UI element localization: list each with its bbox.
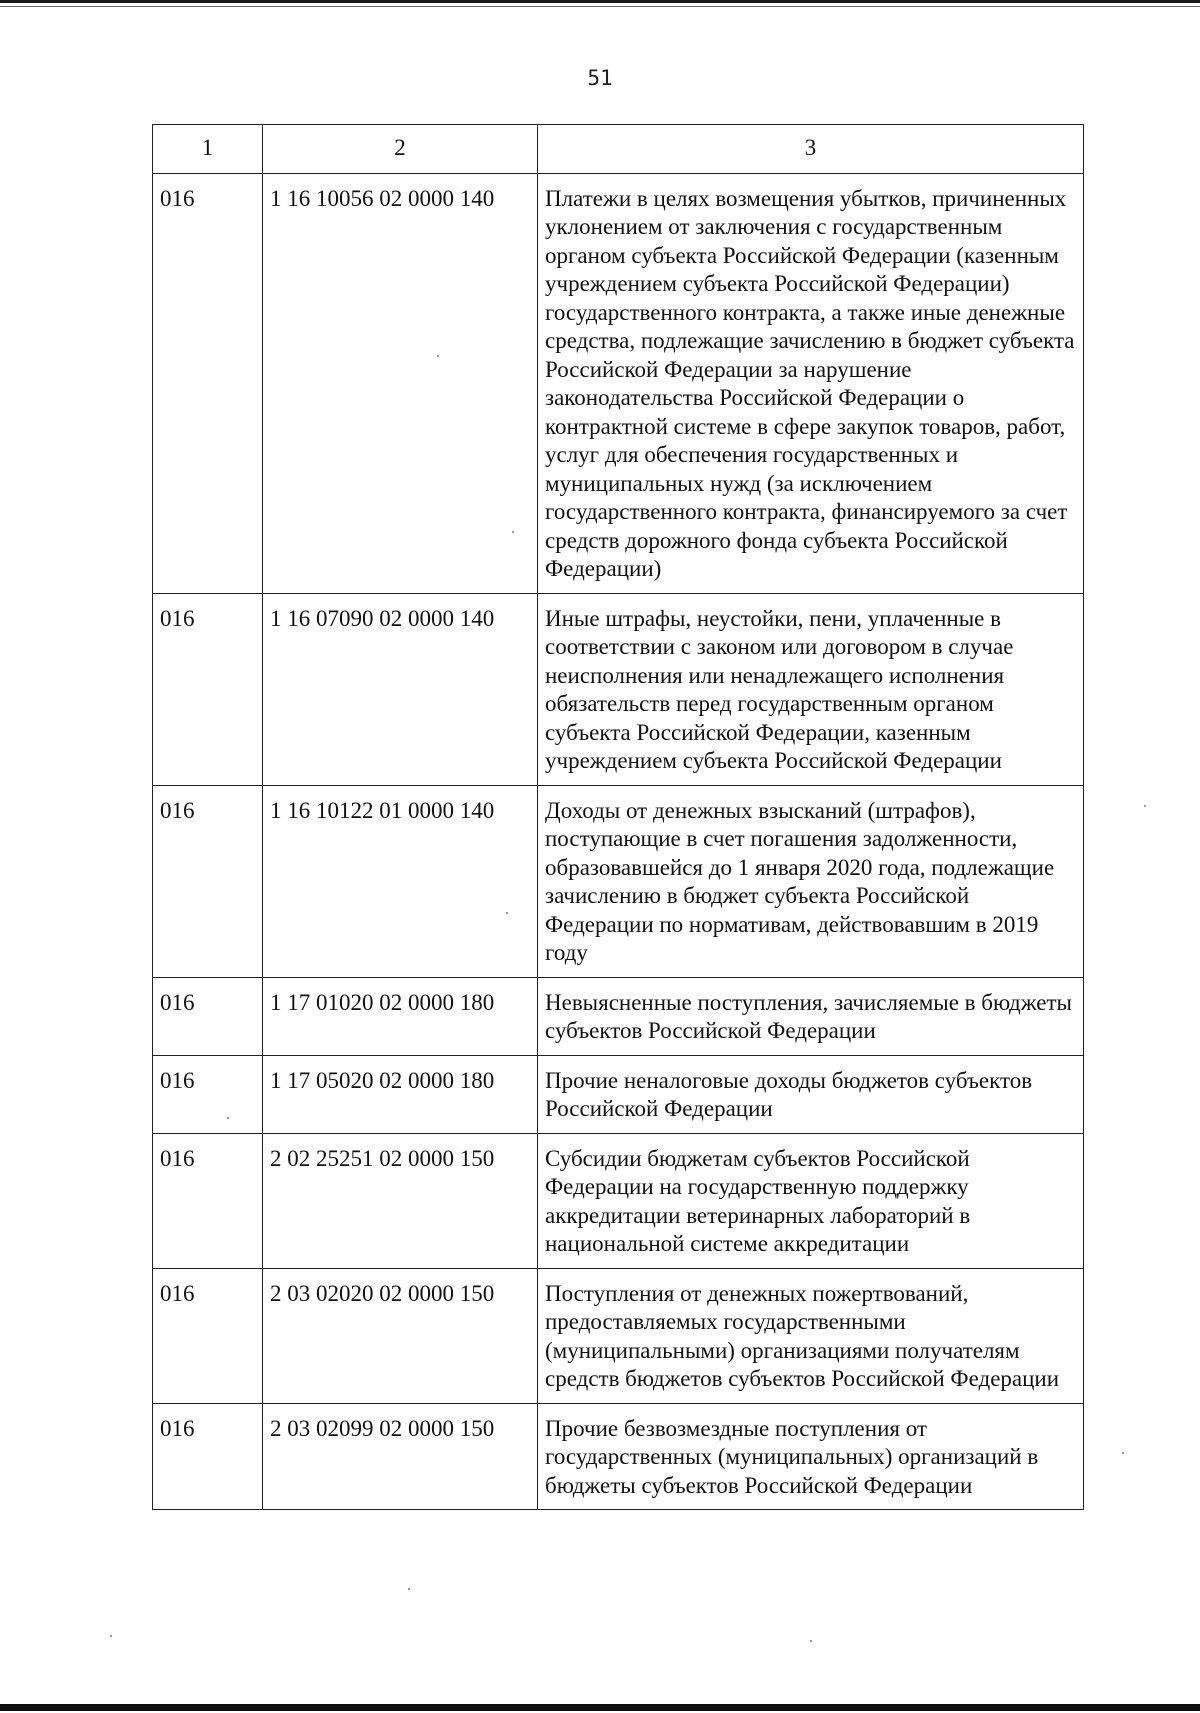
kbk-code-cell: 2 03 02020 02 0000 150 [263,1268,538,1403]
description-cell: Платежи в целях возмещения убытков, причиненных уклонением от заключения с государственным органом субъекта Российской Федерации (казенным учреждением субъекта Российской Федерации) государственного контракта, а также иные денежные средства, подлежащие зачислению в бюджет субъекта Российской Федерации за нарушение законодательства Российской Федерации о контрактной системе в сфере закупок товаров, работ, услуг для обеспечения государственных и муниципальных нужд (за исключением государственного контракта, финансируемого за счет средств дорожного фонда субъекта Российской Федерации) [538,173,1084,593]
scan-speck [512,531,514,533]
description-cell: Субсидии бюджетам субъектов Российской Федерации на государственную поддержку аккредитации ветеринарных лабораторий в национальной системе аккредитации [538,1133,1084,1268]
admin-code-cell: 016 [153,1268,263,1403]
column-header-3: 3 [538,125,1084,174]
kbk-code-cell: 1 16 10122 01 0000 140 [263,785,538,977]
description-cell: Иные штрафы, неустойки, пени, уплаченные в соответствии с законом или договором в случае неисполнения или ненадлежащего исполнения обязательств перед государственным органом субъекта Российской Федерации, казенным учреждением субъекта Российской Федерации [538,593,1084,785]
scan-speck [110,1635,112,1637]
column-header-1: 1 [153,125,263,174]
scan-bottom-border [0,1704,1200,1711]
scan-speck [1144,805,1146,807]
table-row [153,1055,1084,1133]
kbk-code-cell: 2 02 25251 02 0000 150 [263,1133,538,1268]
kbk-code-cell: 1 16 10056 02 0000 140 [263,173,538,593]
kbk-code-cell: 1 16 07090 02 0000 140 [263,593,538,785]
scan-speck [810,1640,812,1642]
description-cell: Поступления от денежных пожертвований, предоставляемых государственными (муниципальными) организациями получателям средств бюджетов субъектов Российской Федерации [538,1268,1084,1403]
scan-speck [506,912,508,914]
table-row [153,785,1084,977]
table-row [153,593,1084,785]
admin-code-cell: 016 [153,173,263,593]
table-row [153,1133,1084,1268]
admin-code-cell: 016 [153,593,263,785]
admin-code-cell: 016 [153,1403,263,1510]
description-cell: Невыясненные поступления, зачисляемые в бюджеты субъектов Российской Федерации [538,977,1084,1055]
admin-code-cell: 016 [153,1055,263,1133]
scan-speck [227,1117,229,1119]
description-cell: Доходы от денежных взысканий (штрафов), поступающие в счет погашения задолженности, образовавшейся до 1 января 2020 года, подлежащие зачислению в бюджет субъекта Российской Федерации по нормативам, действовавшим в 2019 году [538,785,1084,977]
table-row [153,1403,1084,1510]
scan-top-border-thin [0,6,1200,7]
kbk-code-cell: 2 03 02099 02 0000 150 [263,1403,538,1510]
admin-code-cell: 016 [153,977,263,1055]
page-number: 51 [587,66,613,90]
description-cell: Прочие безвозмездные поступления от государственных (муниципальных) организаций в бюджеты субъектов Российской Федерации [538,1403,1084,1510]
scan-speck [1122,1452,1124,1454]
admin-code-cell: 016 [153,785,263,977]
admin-code-cell: 016 [153,1133,263,1268]
table-header-row [153,125,1084,174]
table-row [153,173,1084,593]
kbk-code-cell: 1 17 05020 02 0000 180 [263,1055,538,1133]
revenue-codes-table [152,124,1084,1510]
kbk-code-cell: 1 17 01020 02 0000 180 [263,977,538,1055]
column-header-2: 2 [263,125,538,174]
description-cell: Прочие неналоговые доходы бюджетов субъектов Российской Федерации [538,1055,1084,1133]
table-row [153,977,1084,1055]
table-row [153,1268,1084,1403]
scan-speck [437,355,439,357]
scan-speck [408,1588,410,1590]
scan-top-border [0,0,1200,3]
